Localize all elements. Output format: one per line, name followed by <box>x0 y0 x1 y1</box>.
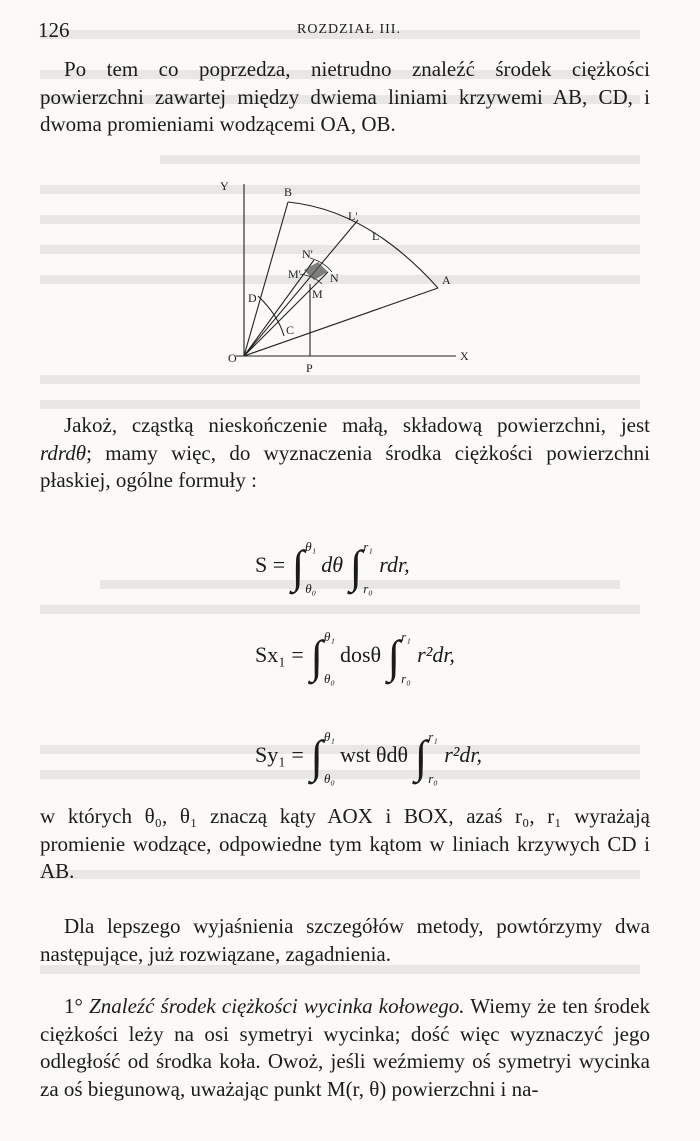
problem-title: Znaleźć środek ciężkości wycinka kołowego. <box>89 994 465 1018</box>
label-d: D <box>248 291 257 305</box>
label-a: A <box>442 273 451 287</box>
label-y: Y <box>220 180 229 193</box>
page-header <box>38 18 660 42</box>
radius-on <box>244 272 328 356</box>
label-b: B <box>284 185 293 199</box>
label-o: O <box>228 351 237 365</box>
inline-formula: rdrdθ <box>40 440 87 465</box>
integral-sign: ∫ <box>414 731 428 782</box>
label-p: P <box>306 361 313 375</box>
integral-sign: ∫ <box>291 541 305 592</box>
equation-moment-x: Sx₁ = ∫ θ₁ θ₀ dosθ ∫ r₁ r₀ r²dr, <box>255 628 455 686</box>
integral-sign: ∫ <box>349 541 363 592</box>
label-x: X <box>460 349 469 363</box>
curve-cd <box>258 296 284 336</box>
equation-moment-y: Sy₁ = ∫ θ₁ θ₀ wst θdθ ∫ r₁ r₀ r²dr, <box>255 728 482 786</box>
paragraph-intro: Po tem co poprzedza, nietrudno znaleźć środek ciężkości powierzchni zawartej między dwiema liniami krzywemi AB, CD, i dwoma promieniami wodzącemi OA, OB. <box>40 57 650 136</box>
label-n: N <box>330 271 339 285</box>
integral-sign: ∫ <box>387 631 401 682</box>
paragraph-formulas-intro: Jakoż, cząstką nieskończenie małą, składową powierzchni, jest rdrdθ; mamy więc, do wyznaczenia środka ciężkości powierzchni płaskiej, ogólne formuły : <box>40 413 650 492</box>
label-l-prime: L' <box>348 209 358 223</box>
radius-ob <box>244 202 288 356</box>
equation-area: S = ∫ θ₁ θ₀ dθ ∫ r₁ r₀ rdr, <box>255 538 410 596</box>
polar-area-figure <box>218 180 470 376</box>
paragraph-problem-one: 1° Znaleźć środek ciężkości wycinka kołowego. Wiemy że ten środek ciężkości leży na osi symetryi wycinka; dość więc wyznaczyć jego odległość od środka koła. Owoż, jeśli weźmiemy oś symetryi wycinka za oś biegunową, uważając punkt M(r, θ) powierzchni i na- <box>40 994 651 1101</box>
running-title: ROZDZIAŁ III. <box>297 22 401 37</box>
paragraph-transition: Dla lepszego wyjaśnienia szczegółów metody, powtórzymy dwa następujące, już rozwiązane, zagadnienia. <box>40 914 650 966</box>
label-n-prime: N' <box>302 247 313 261</box>
label-m: M <box>312 287 323 301</box>
label-c: C <box>286 323 295 337</box>
integral-sign: ∫ <box>310 731 323 782</box>
label-l: L <box>372 229 380 243</box>
paragraph-definitions: w których θ₀, θ₁ znaczą kąty AOX i BOX, azaś r₀, r₁ wyrażają promienie wodzące, odpowiedne tym kątom w liniach krzywych CD i AB. <box>40 804 650 883</box>
label-m-prime: M' <box>288 267 301 281</box>
page-number: 126 <box>38 18 70 42</box>
integral-sign: ∫ <box>310 631 323 682</box>
